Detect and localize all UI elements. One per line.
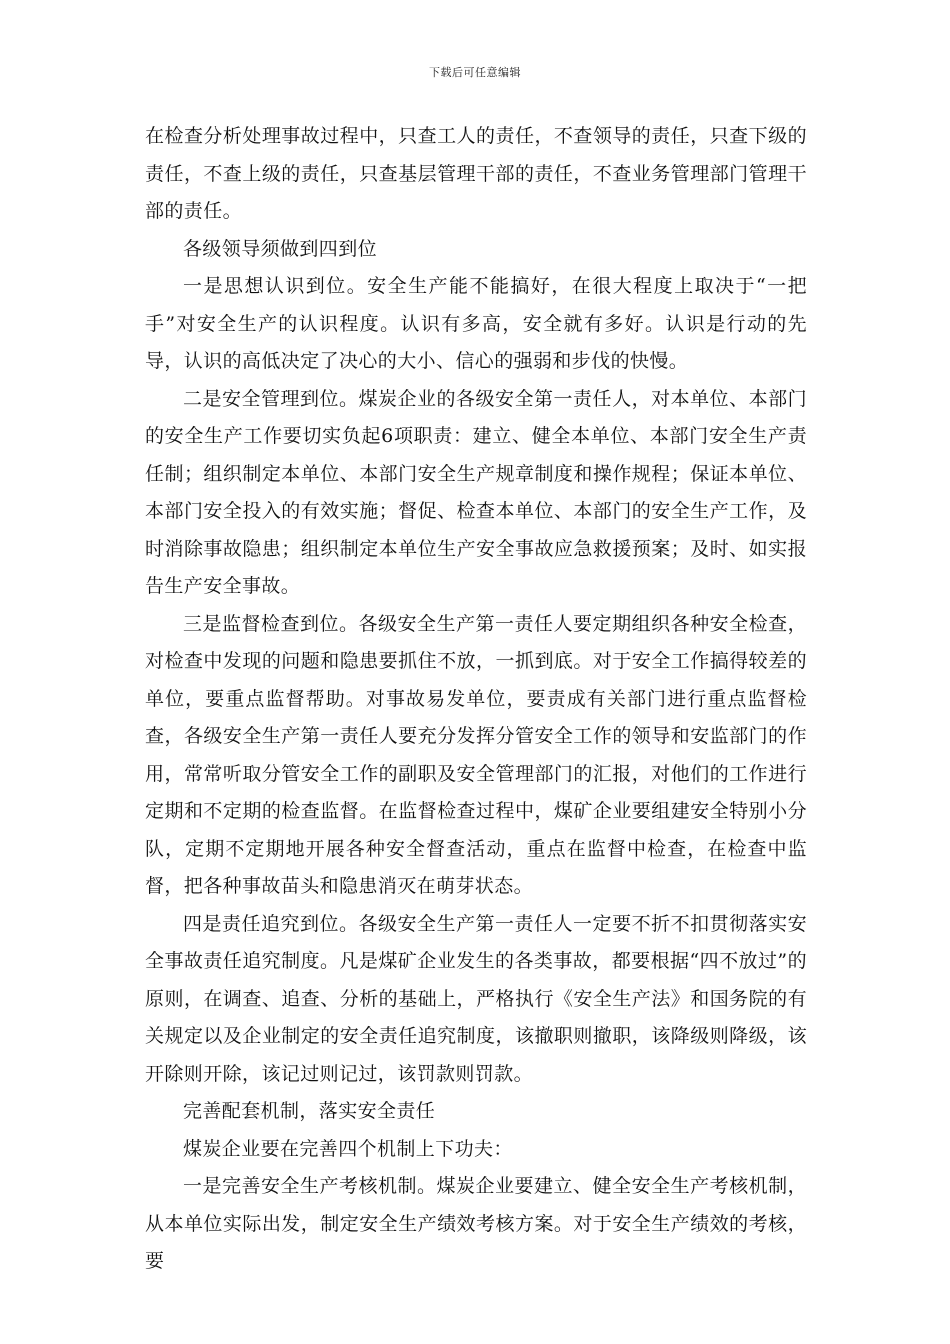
paragraph-safety-management: 二是安全管理到位。煤炭企业的各级安全第一责任人，对本单位、本部门的安全生产工作要切实负起6项职责：建立、健全本单位、本部门安全生产责任制；组织制定本单位、本部门安全生产规章制度和操作规程；保证本单位、本部门安全投入的有效实施；督促、检查本单位、本部门的安全生产工作，及时消除事故隐患；组织制定本单位生产安全事故应急救援预案；及时、如实报告生产安全事故。: [145, 387, 807, 597]
paragraph-supervision-inspection: 三是监督检查到位。各级安全生产第一责任人要定期组织各种安全检查，对检查中发现的问题和隐患要抓住不放，一抓到底。对于安全工作搞得较差的单位，要重点监督帮助。对事故易发单位，要责成有关部门进行重点监督检查，各级安全生产第一责任人要充分发挥分管安全工作的领导和安监部门的作用，常常听取分管安全工作的副职及安全管理部门的汇报，对他们的工作进行定期和不定期的检查监督。在监督检查过程中，煤矿企业要组建安全特别小分队，定期不定期地开展各种安全督查活动，重点在监督中检查，在检查中监督，把各种事故苗头和隐患消灭在萌芽状态。: [145, 612, 807, 897]
section-heading-mechanisms: 完善配套机制，落实安全责任: [183, 1100, 436, 1122]
paragraph-continuation: 在检查分析处理事故过程中，只查工人的责任，不查领导的责任，只查下级的责任，不查上级的责任，只查基层管理干部的责任，不查业务管理部门管理干部的责任。: [145, 125, 807, 222]
page-header: 下载后可任意编辑: [429, 66, 521, 79]
paragraph-four-mechanisms-intro: 煤炭企业要在完善四个机制上下功夫：: [183, 1137, 513, 1160]
section-heading-four-in-place: 各级领导须做到四到位: [183, 237, 378, 260]
paragraph-assessment-mechanism: 一是完善安全生产考核机制。煤炭企业要建立、健全安全生产考核机制，从本单位实际出发，制定安全生产绩效考核方案。对于安全生产绩效的考核，要: [145, 1175, 807, 1272]
paragraph-ideological-awareness: 一是思想认识到位。安全生产能不能搞好，在很大程度上取决于“一把手”对安全生产的认识程度。认识有多高，安全就有多好。认识是行动的先导，认识的高低决定了决心的大小、信心的强弱和步伐的快慢。: [145, 275, 807, 372]
document-body: [145, 118, 807, 1281]
paragraph-accountability: 四是责任追究到位。各级安全生产第一责任人一定要不折不扣贯彻落实安全事故责任追究制度。凡是煤矿企业发生的各类事故，都要根据“四不放过”的原则，在调查、追查、分析的基础上，严格执行《安全生产法》和国务院的有关规定以及企业制定的安全责任追究制度，该撤职则撤职，该降级则降级，该开除则开除，该记过则记过，该罚款则罚款。: [145, 912, 807, 1085]
